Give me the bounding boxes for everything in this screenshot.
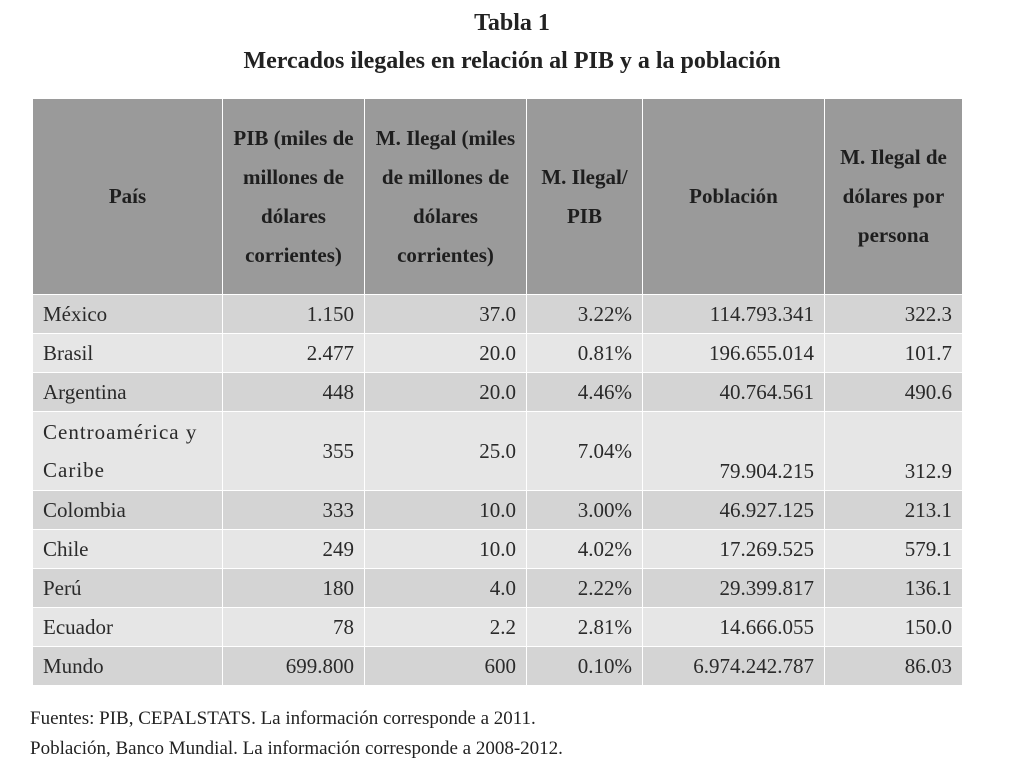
- cell-population: 114.793.341: [643, 295, 825, 334]
- cell-ratio: 7.04%: [527, 412, 643, 491]
- column-header: M. Ilegal de dólares por persona: [825, 99, 963, 295]
- column-header: M. Ilegal/ PIB: [527, 99, 643, 295]
- cell-gdp: 2.477: [223, 334, 365, 373]
- column-header: PIB (miles de millones de dólares corrientes): [223, 99, 365, 295]
- cell-population: 79.904.215: [643, 412, 825, 491]
- cell-per-person: 150.0: [825, 608, 963, 647]
- cell-illegal-market: 10.0: [365, 491, 527, 530]
- cell-illegal-market: 600: [365, 647, 527, 686]
- cell-country: Perú: [33, 569, 223, 608]
- cell-country: Chile: [33, 530, 223, 569]
- cell-illegal-market: 25.0: [365, 412, 527, 491]
- cell-illegal-market: 37.0: [365, 295, 527, 334]
- table-row: [33, 530, 963, 569]
- cell-gdp: 1.150: [223, 295, 365, 334]
- cell-per-person: 86.03: [825, 647, 963, 686]
- cell-illegal-market: 4.0: [365, 569, 527, 608]
- cell-ratio: 4.46%: [527, 373, 643, 412]
- table-row: [33, 373, 963, 412]
- cell-population: 29.399.817: [643, 569, 825, 608]
- cell-per-person: 136.1: [825, 569, 963, 608]
- illegal-markets-table: [32, 98, 963, 686]
- table-row: [33, 412, 963, 491]
- column-header: Población: [643, 99, 825, 295]
- cell-country: Brasil: [33, 334, 223, 373]
- cell-country: Ecuador: [33, 608, 223, 647]
- table-header-row: [33, 99, 963, 295]
- cell-population: 14.666.055: [643, 608, 825, 647]
- column-header: M. Ilegal (miles de millones de dólares corrientes): [365, 99, 527, 295]
- table-row: [33, 491, 963, 530]
- table-row: [33, 295, 963, 334]
- source-note: Fuentes: PIB, CEPALSTATS. La información corresponde a 2011.: [30, 708, 536, 729]
- cell-per-person: 490.6: [825, 373, 963, 412]
- cell-gdp: 249: [223, 530, 365, 569]
- cell-country: Mundo: [33, 647, 223, 686]
- cell-population: 17.269.525: [643, 530, 825, 569]
- table-title: Mercados ilegales en relación al PIB y a la población: [243, 48, 781, 74]
- cell-ratio: 3.22%: [527, 295, 643, 334]
- cell-ratio: 0.81%: [527, 334, 643, 373]
- cell-country: México: [33, 295, 223, 334]
- table-row: [33, 569, 963, 608]
- cell-illegal-market: 10.0: [365, 530, 527, 569]
- cell-country: Argentina: [33, 373, 223, 412]
- cell-illegal-market: 20.0: [365, 373, 527, 412]
- table-number: Tabla 1: [474, 10, 550, 36]
- source-note: Población, Banco Mundial. La información corresponde a 2008-2012.: [30, 738, 563, 759]
- cell-ratio: 2.81%: [527, 608, 643, 647]
- cell-population: 46.927.125: [643, 491, 825, 530]
- cell-gdp: 78: [223, 608, 365, 647]
- cell-illegal-market: 20.0: [365, 334, 527, 373]
- cell-country: Centroamérica y Caribe: [33, 412, 223, 491]
- cell-gdp: 699.800: [223, 647, 365, 686]
- table-row: [33, 334, 963, 373]
- cell-ratio: 2.22%: [527, 569, 643, 608]
- cell-country: Colombia: [33, 491, 223, 530]
- cell-gdp: 355: [223, 412, 365, 491]
- cell-population: 196.655.014: [643, 334, 825, 373]
- cell-ratio: 4.02%: [527, 530, 643, 569]
- cell-gdp: 333: [223, 491, 365, 530]
- column-header: País: [33, 99, 223, 295]
- cell-gdp: 448: [223, 373, 365, 412]
- cell-per-person: 579.1: [825, 530, 963, 569]
- cell-per-person: 101.7: [825, 334, 963, 373]
- cell-population: 6.974.242.787: [643, 647, 825, 686]
- cell-ratio: 3.00%: [527, 491, 643, 530]
- cell-population: 40.764.561: [643, 373, 825, 412]
- table-row: [33, 647, 963, 686]
- cell-per-person: 213.1: [825, 491, 963, 530]
- cell-per-person: 312.9: [825, 412, 963, 491]
- cell-per-person: 322.3: [825, 295, 963, 334]
- table-row: [33, 608, 963, 647]
- cell-ratio: 0.10%: [527, 647, 643, 686]
- cell-gdp: 180: [223, 569, 365, 608]
- cell-illegal-market: 2.2: [365, 608, 527, 647]
